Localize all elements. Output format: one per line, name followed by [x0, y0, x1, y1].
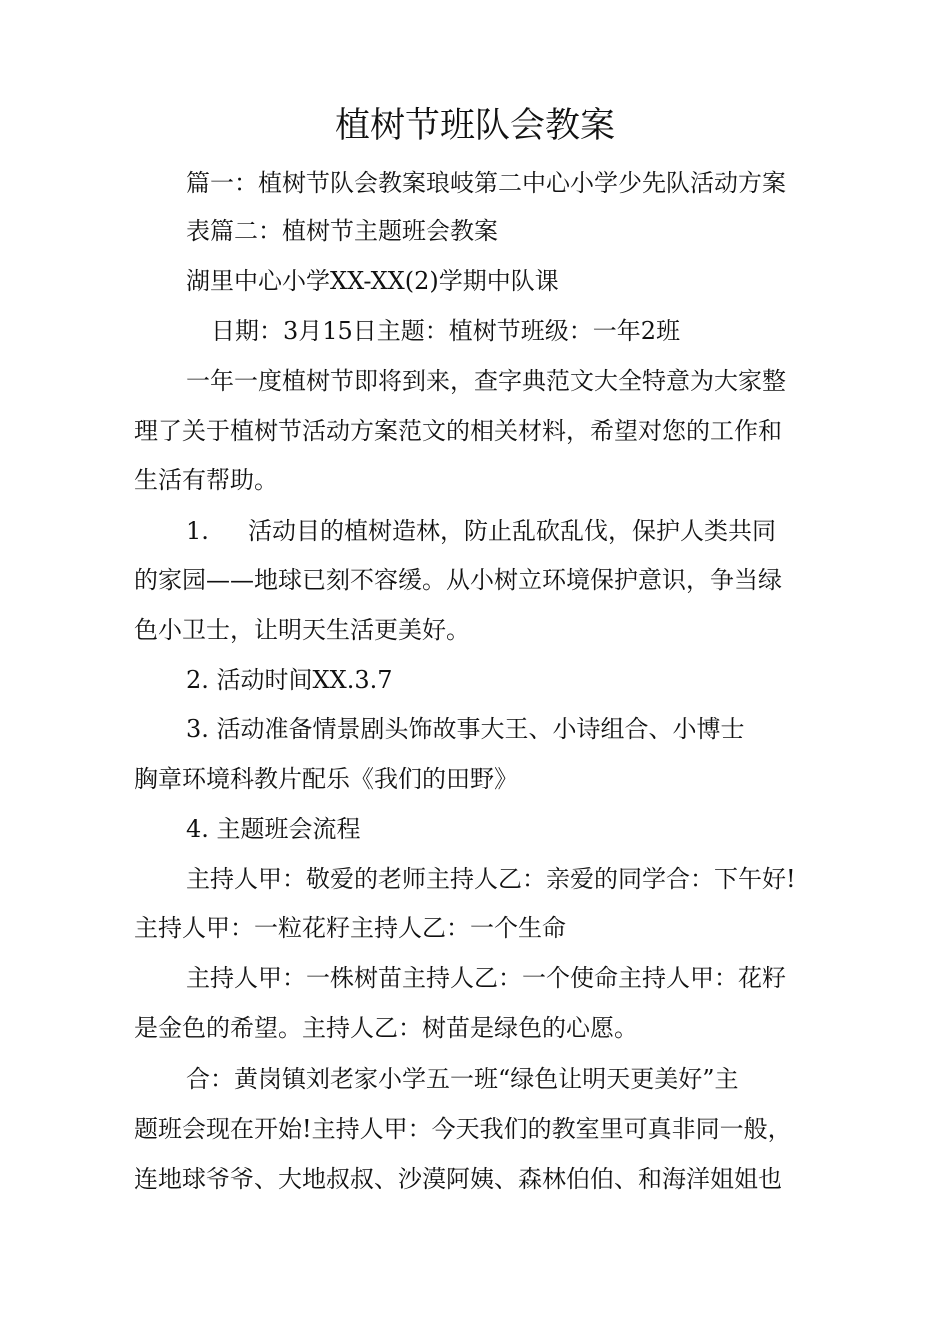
paragraph-line: 2. 活动时间XX.3.7 [186, 666, 393, 694]
paragraph-line: 主持人甲：一粒花籽主持人乙：一个生命 [134, 914, 566, 942]
paragraph-line: 4. 主题班会流程 [186, 815, 361, 843]
list-number: 1. [186, 517, 209, 545]
paragraph-line: 主持人甲：敬爱的老师主持人乙：亲爱的同学合：下午好! [186, 865, 796, 893]
document-title: 植树节班队会教案 [334, 106, 615, 146]
paragraph-line: 的家园——地球已刻不容缓。从小树立环境保护意识，争当绿 [134, 566, 782, 594]
paragraph-line: 日期：3月15日主题：植树节班级：一年2班 [211, 317, 681, 345]
paragraph-line: 胸章环境科教片配乐《我们的田野》 [134, 765, 518, 793]
paragraph-line: 3. 活动准备情景剧头饰故事大王、小诗组合、小博士 [186, 715, 745, 743]
paragraph-line: 篇一：植树节队会教案琅岐第二中心小学少先队活动方案 [186, 169, 786, 197]
paragraph-line: 主持人甲：一株树苗主持人乙：一个使命主持人甲：花籽 [186, 964, 786, 992]
paragraph-line: 表篇二：植树节主题班会教案 [186, 217, 498, 245]
paragraph-line: 是金色的希望。主持人乙：树苗是绿色的心愿。 [134, 1014, 638, 1042]
paragraph-line: 一年一度植树节即将到来，查字典范文大全特意为大家整 [186, 367, 786, 395]
paragraph-line: 色小卫士，让明天生活更美好。 [134, 616, 470, 644]
paragraph-line: 湖里中心小学XX-XX(2)学期中队课 [186, 267, 559, 295]
paragraph-line: 连地球爷爷、大地叔叔、沙漠阿姨、森林伯伯、和海洋姐姐也 [134, 1165, 782, 1193]
paragraph-line: 活动目的植树造林，防止乱砍乱伐，保护人类共同 [248, 517, 776, 545]
paragraph-line: 生活有帮助。 [134, 466, 278, 494]
paragraph-line: 合：黄岗镇刘老家小学五一班“绿色让明天更美好”主 [186, 1065, 739, 1093]
paragraph-line: 理了关于植树节活动方案范文的相关材料，希望对您的工作和 [134, 417, 782, 445]
paragraph-line: 题班会现在开始!主持人甲：今天我们的教室里可真非同一般， [134, 1115, 792, 1143]
